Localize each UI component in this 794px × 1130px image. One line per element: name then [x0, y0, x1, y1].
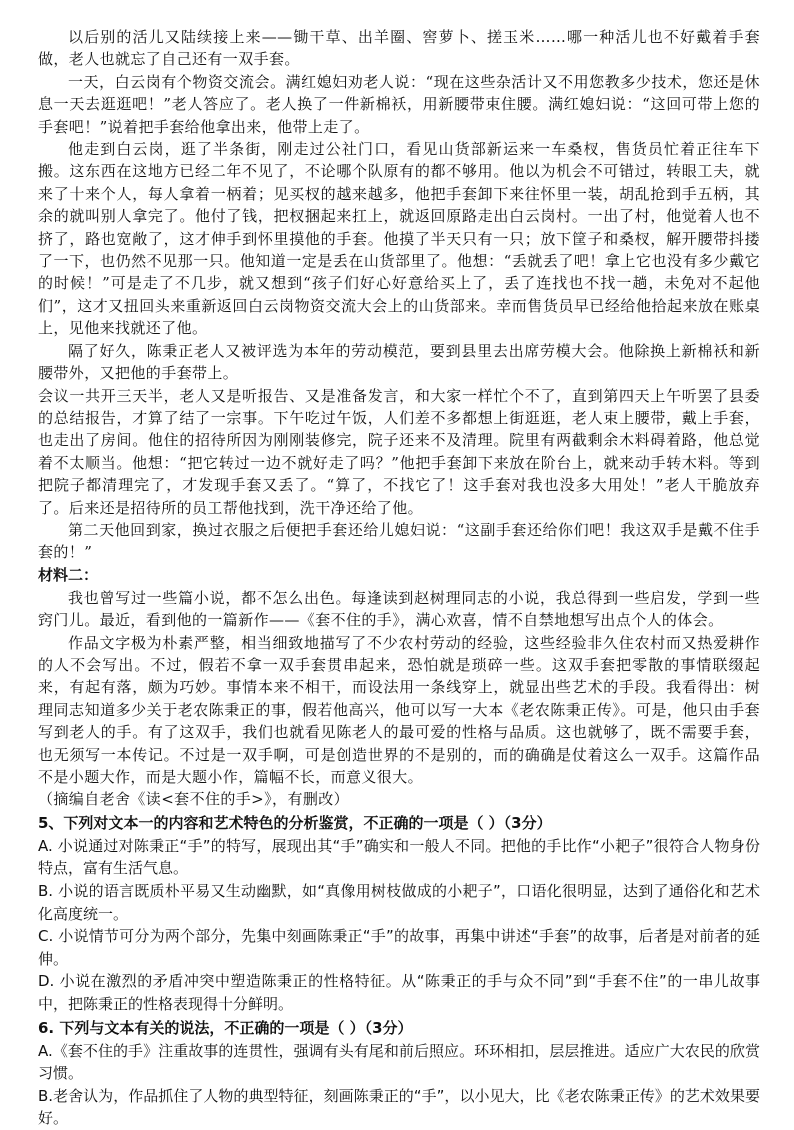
question-6-option-b: B.老舍认为，作品抓住了人物的典型特征，刻画陈秉正的“手”，以小见大，比《老农陈秉正传》的艺术效果要好。 — [38, 1086, 760, 1128]
question-6-option-a: A.《套不住的手》注重故事的连贯性，强调有头有尾和前后照应。环环相扣，层层推进。适应广大农民的欣赏习惯。 — [38, 1041, 760, 1083]
story-paragraph: 会议一共开三天半，老人又是听报告、又是准备发言，和大家一样忙个不了，直到第四天上午听罢了县委的总结报告，才算了结了一宗事。下午吃过午饭，人们差不多都想上街逛逛，老人束上腰带，戴上手套，也走出了房间。他住的招待所因为刚刚装修完，院子还来不及清理。院里有两截剩余木料碍着路，他总觉着不太顺当。他想：“把它转过一边不就好走了吗？”他把手套卸下来放在阶台上，就来动手转木料。等到把院子都清理完了，才发现手套又丢了。“算了，不找它了！这手套对我也没多大用处！”老人干脆放弃了。后来还是招待所的员工帮他找到，洗干净还给了他。 — [38, 386, 760, 517]
material2-heading: 材料二： — [38, 565, 99, 584]
material2-paragraph: 作品文字极为朴素严整，相当细致地描写了不少农村劳动的经验，这些经验非久住农村而又热爱耕作的人不会写出。不过，假若不拿一双手套贯串起来，恐怕就是琐碎一些。这双手套把零散的事情联缀起来，有起有落，颇为巧妙。事情本来不相干，而设法用一条线穿上，就显出些艺术的手段。我看得出：树理同志知道多少关于老农陈秉正的事，假若他高兴，他可以写一大本《老农陈秉正传》。可是，他只由手套写到老人的手。有了这双手，我们也就看见陈老人的最可爱的性格与品质。这也就够了，既不需要手套，也无须写一本传记。不过是一双手啊，可是创造世界的不是别的，而的确确是仗着这么一双手。这篇作品不是小题大作，而是大题小作，篇幅不长，而意义很大。 — [38, 633, 760, 786]
question-5-option-d: D. 小说在激烈的矛盾冲突中塑造陈秉正的性格特征。从“陈秉正的手与众不同”到“手套不住”的一串儿故事中，把陈秉正的性格表现得十分鲜明。 — [38, 972, 760, 1013]
question-6-stem: 6. 下列与文本有关的说法，不正确的一项是（ ）（3分） — [38, 1018, 413, 1037]
material2-paragraph: 我也曾写过一些篇小说，都不怎么出色。每逢读到赵树理同志的小说，我总得到一些启发，学到一些窍门儿。最近，看到他的一篇新作——《套不住的手》，满心欢喜，情不自禁地想写出点个人的体会。 — [38, 588, 760, 630]
story-paragraph: 以后别的活儿又陆续接上来——锄干草、出羊圈、窖萝卜、搓玉米……哪一种活儿也不好戴着手套做，老人也就忘了自己还有一双手套。 — [38, 28, 760, 69]
question-5-option-a: A. 小说通过对陈秉正“手”的特写，展现出其“手”确实和一般人不同。把他的手比作“小耙子”很符合人物身份特点，富有生活气息。 — [38, 836, 760, 878]
material2-text — [38, 587, 760, 811]
question-5-stem: 5、下列对文本一的内容和艺术特色的分析鉴赏，不正确的一项是（ ）（3分） — [38, 813, 552, 832]
story-text — [38, 26, 760, 564]
story-paragraph: 一天，白云岗有个物资交流会。满红媳妇劝老人说：“现在这些杂活计又不用您教多少技术，您还是休息一天去逛逛吧！”老人答应了。老人换了一件新棉袄，用新腰带束住腰。满红媳妇说：“这回可带上您的手套吧！”说着把手套给他拿出来，他带上走了。 — [38, 72, 760, 136]
exam-page — [38, 26, 760, 1130]
story-paragraph: 隔了好久，陈秉正老人又被评选为本年的劳动模范，要到县里去出席劳模大会。他除换上新棉袄和新腰带外，又把他的手套带上。 — [38, 341, 760, 383]
question-5-option-c: C. 小说情节可分为两个部分，先集中刻画陈秉正“手”的故事，再集中讲述“手套”的故事，后者是对前者的延伸。 — [38, 927, 760, 968]
question-5-option-b: B. 小说的语言既质朴平易又生动幽默，如“真像用树枝做成的小耙子”，口语化很明显，达到了通俗化和艺术化高度统一。 — [38, 882, 760, 923]
material2-source: （摘编自老舍《读<套不住的手>》，有删改） — [38, 790, 350, 809]
story-paragraph: 他走到白云岗，逛了半条街，刚走过公社门口，看见山货部新运来一车桑杈，售货员忙着正往车下搬。这东西在这地方已经二年不见了，不论哪个队原有的都不够用。他以为机会不可错过，转眼工夫，就来了十来个人，每人拿着一柄着；见买杈的越来越多，他把手套卸下来往怀里一装，胡乱抢到手五柄，其余的就叫别人拿完了。他付了钱，把杈捆起来扛上，就返回原路走出白云岗村。一出了村，他觉着人也不挤了，路也宽敞了，这才伸手到怀里摸他的手套。他摸了半天只有一只；放下筐子和桑杈，解开腰带抖搂了一下，也仍然不见那一只。他知道一定是丢在山货部里了。他想：“丢就丢了吧！拿上它也没有多少戴它的时候！”可是走了不几步，就又想到“孩子们好心好意给买上了，丢了连找也不找一趟，未免对不起他们”，这才又扭回头来重新返回白云岗物资交流大会上的山货部来。幸而售货员早已经给他拾起来放在账桌上，见他来找就还了他。 — [38, 140, 760, 338]
story-paragraph: 第二天他回到家，换过衣服之后便把手套还给儿媳妇说：“这副手套还给你们吧！我这双手是戴不住手套的！” — [38, 520, 760, 562]
